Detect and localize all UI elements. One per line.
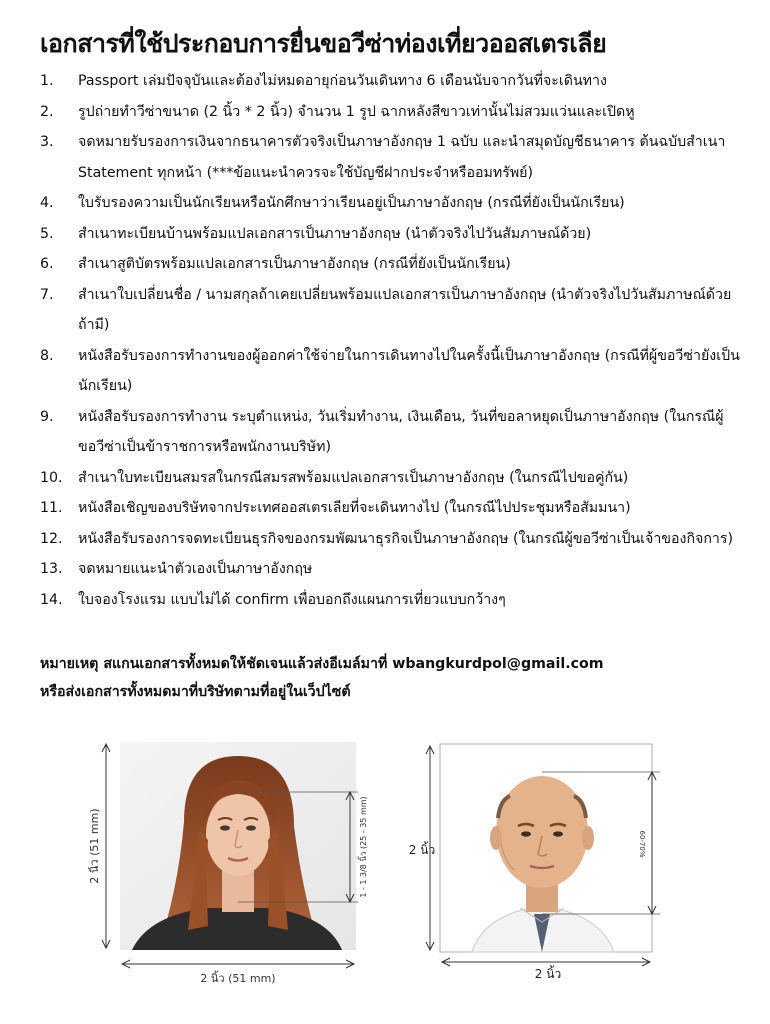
head-size-label: 1 - 1 3/8 นิ้ว (25 - 35 mm) <box>359 796 368 898</box>
requirement-number: 12. <box>40 530 63 547</box>
requirement-number: 5. <box>40 225 54 242</box>
remark-line-2: หรือส่งเอกสารทั้งหมดมาที่บริษัทตามที่อยู่ในเว็ปไซต์ <box>40 684 351 700</box>
requirement-text: จดหมายแนะนำตัวเองเป็นภาษาอังกฤษ <box>78 561 313 577</box>
page-title: เอกสารที่ใช้ประกอบการยื่นขอวีซ่าท่องเที่ยวออสเตรเลีย <box>40 29 607 58</box>
requirement-text: หนังสือรับรองการจดทะเบียนธุรกิจของกรมพัฒนาธุรกิจเป็นภาษาอังกฤษ (ในกรณีผู้ขอวีซ่าเป็นเจ้าของกิจการ) <box>78 530 734 547</box>
requirement-text: ใบจองโรงแรม แบบไม่ได้ confirm เพื่อบอกถึงแผนการเที่ยวแบบกว้างๆ <box>78 591 506 608</box>
neck <box>222 870 254 912</box>
requirement-text: รูปถ่ายทำวีซ่าขนาด (2 นิ้ว * 2 นิ้ว) จำนวน 1 รูป ฉากหลังสีขาวเท่านั้นไม่สวมแว่นและเปิดหู <box>78 103 635 120</box>
passport-photo-example-man <box>402 738 664 982</box>
requirement-text: สำเนาใบทะเบียนสมรสในกรณีสมรสพร้อมแปลเอกสารเป็นภาษาอังกฤษ (ในกรณีไปขอคู่กัน) <box>78 469 629 486</box>
requirement-number: 4. <box>40 195 54 211</box>
requirement-number: 6. <box>40 256 54 272</box>
requirement-item <box>40 249 740 280</box>
head-ratio-label: 60-70% <box>638 830 646 858</box>
requirement-number: 1. <box>40 73 54 89</box>
requirement-item <box>40 97 740 128</box>
requirement-item <box>40 554 740 585</box>
requirement-text: จดหมายรับรองการเงินจากธนาคารตัวจริงเป็นภาษาอังกฤษ 1 ฉบับ และนำสมุดบัญชีธนาคาร ต้นฉบับสำเนา Statement ทุกหน้า (***ข้อแนะนำควรจะใช้บัญชีฝากประจำหรืออมทรัพย์) <box>78 134 726 181</box>
requirement-item <box>40 127 740 188</box>
requirement-number: 9. <box>40 408 54 425</box>
requirement-item <box>40 463 740 494</box>
requirement-number: 14. <box>40 591 63 608</box>
remark-line-1: หมายเหตุ สแกนเอกสารทั้งหมดให้ชัดเจนแล้วส่งอีเมล์มาที่ wbangkurdpol@gmail.com <box>40 656 604 672</box>
head <box>496 776 588 888</box>
requirement-text: สำเนาทะเบียนบ้านพร้อมแปลเอกสารเป็นภาษาอังกฤษ (นำตัวจริงไปวันสัมภาษณ์ด้วย) <box>78 225 592 242</box>
photo-height-label: 2 นิ้ว <box>408 843 436 857</box>
requirement-number: 3. <box>40 134 54 150</box>
requirement-text: หนังสือเชิญของบริษัทจากประเทศออสเตรเลียที่จะเดินทางไป (ในกรณีไปประชุมหรือสัมมนา) <box>78 500 631 516</box>
requirement-number: 7. <box>40 286 54 303</box>
requirement-number: 13. <box>40 561 63 577</box>
requirement-item <box>40 524 740 555</box>
requirement-text: หนังสือรับรองการทำงาน ระบุตำแหน่ง, วันเริ่มทำงาน, เงินเดือน, วันที่ขอลาหยุดเป็นภาษาอังกฤษ (ในกรณีผู้ขอวีซ่าเป็นข้าราชการหรือพนักงานบริษัท) <box>78 408 724 455</box>
requirement-item <box>40 219 740 250</box>
requirement-text: Passport เล่มปัจจุบันและต้องไม่หมดอายุก่อนวันเดินทาง 6 เดือนนับจากวันที่จะเดินทาง <box>78 73 607 89</box>
requirement-text: สำเนาใบเปลี่ยนชื่อ / นามสกุลถ้าเคยเปลี่ยนพร้อมแปลเอกสารเป็นภาษาอังกฤษ (นำตัวจริงไปวันสัมภาษณ์ด้วยถ้ามี) <box>78 286 732 333</box>
requirement-item <box>40 585 740 616</box>
remark <box>40 650 752 706</box>
requirement-text: หนังสือรับรองการทำงานของผู้ออกค่าใช้จ่ายในการเดินทางไปในครั้งนี้เป็นภาษาอังกฤษ (กรณีที่ผู้ขอวีซ่ายังเป็นนักเรียน) <box>78 347 740 394</box>
requirement-number: 11. <box>40 500 63 516</box>
photo-width-label: 2 นิ้ว <box>534 967 562 981</box>
requirement-number: 8. <box>40 347 54 364</box>
passport-photo-example-woman <box>88 730 378 1002</box>
requirement-item <box>40 341 740 402</box>
requirement-item <box>40 493 740 524</box>
requirement-number: 10. <box>40 469 63 486</box>
requirement-item <box>40 280 740 341</box>
requirements-list <box>40 66 740 615</box>
requirement-text: ใบรับรองความเป็นนักเรียนหรือนักศึกษาว่าเรียนอยู่เป็นภาษาอังกฤษ (กรณีที่ยังเป็นนักเรียน) <box>78 195 625 211</box>
photo-height-label: 2 นิ้ว (51 mm) <box>88 808 101 884</box>
requirement-number: 2. <box>40 103 54 120</box>
requirement-text: สำเนาสูติบัตรพร้อมแปลเอกสารเป็นภาษาอังกฤษ (กรณีที่ยังเป็นนักเรียน) <box>78 256 511 272</box>
requirement-item <box>40 66 740 97</box>
photo-width-label: 2 นิ้ว (51 mm) <box>200 972 276 985</box>
requirement-item <box>40 402 740 463</box>
requirement-item <box>40 188 740 219</box>
